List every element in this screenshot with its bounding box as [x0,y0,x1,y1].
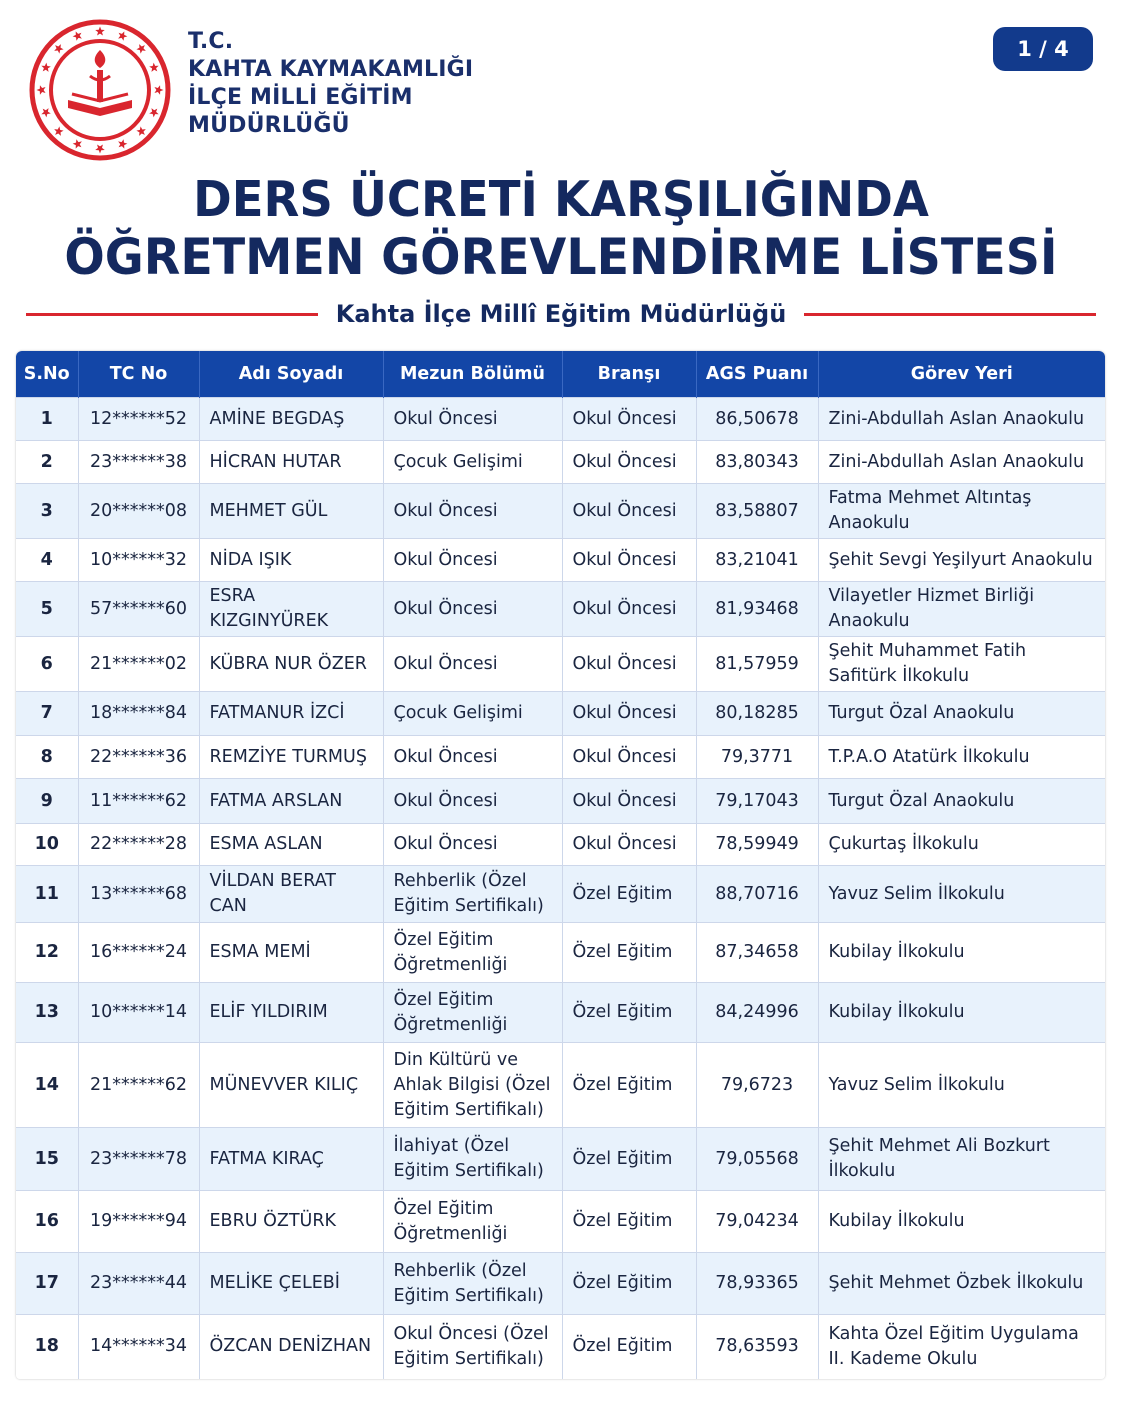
department-cell: Okul Öncesi [383,637,562,692]
branch-cell: Okul Öncesi [562,637,696,692]
column-header: TC No [78,351,199,398]
organization-name [188,28,473,140]
ags-score-cell: 79,6723 [696,1043,818,1128]
name-cell: KÜBRA NUR ÖZER [199,637,383,692]
emblem-star [149,108,158,117]
assignment-place-cell: Kubilay İlkokulu [818,1191,1105,1253]
emblem-star [136,44,145,53]
ags-score-cell: 78,93365 [696,1253,818,1315]
department-cell: Okul Öncesi [383,398,562,441]
table-row [16,692,1105,736]
name-cell: NİDA IŞIK [199,539,383,582]
assignment-place-cell: Fatma Mehmet Altıntaş Anaokulu [818,484,1105,539]
assignment-place-cell: Kubilay İlkokulu [818,923,1105,983]
table-row [16,779,1105,824]
column-header: AGS Puanı [696,351,818,398]
name-cell: ESMA ASLAN [199,824,383,866]
column-header: Görev Yeri [818,351,1105,398]
ags-score-cell: 81,93468 [696,582,818,637]
row-number: 4 [16,539,78,582]
assignment-place-cell: Çukurtaş İlkokulu [818,824,1105,866]
tc-number-cell: 13******68 [78,866,199,923]
department-cell: Okul Öncesi (Özel Eğitim Sertifikalı) [383,1315,562,1379]
ags-score-cell: 79,04234 [696,1191,818,1253]
assignment-place-cell: Şehit Mehmet Ali Bozkurt İlkokulu [818,1128,1105,1191]
branch-cell: Özel Eğitim [562,866,696,923]
divider-right [804,313,1096,316]
row-number: 1 [16,398,78,441]
document-title-line2: ÖĞRETMEN GÖREVLENDİRME LİSTESİ [64,228,1058,286]
name-cell: REMZİYE TURMUŞ [199,736,383,779]
branch-cell: Özel Eğitim [562,1191,696,1253]
row-number: 3 [16,484,78,539]
branch-cell: Okul Öncesi [562,582,696,637]
table-row [16,539,1105,582]
assignment-table [16,351,1105,1379]
tc-number-cell: 21******62 [78,1043,199,1128]
ags-score-cell: 79,3771 [696,736,818,779]
name-cell: FATMANUR İZCİ [199,692,383,736]
org-line: T.C. [188,29,234,54]
branch-cell: Okul Öncesi [562,824,696,866]
assignment-place-cell: Vilayetler Hizmet Birliği Anaokulu [818,582,1105,637]
branch-cell: Özel Eğitim [562,1253,696,1315]
table-row [16,1043,1105,1128]
tc-number-cell: 23******44 [78,1253,199,1315]
name-cell: MEHMET GÜL [199,484,383,539]
ags-score-cell: 84,24996 [696,983,818,1043]
document-subtitle: Kahta İlçe Millî Eğitim Müdürlüğü [335,300,787,328]
branch-cell: Okul Öncesi [562,779,696,824]
department-cell: Okul Öncesi [383,736,562,779]
emblem-star [73,139,82,148]
divider-left [26,313,318,316]
row-number: 6 [16,637,78,692]
name-cell: AMİNE BEGDAŞ [199,398,383,441]
branch-cell: Okul Öncesi [562,484,696,539]
name-cell: MELİKE ÇELEBİ [199,1253,383,1315]
row-number: 18 [16,1315,78,1379]
ags-score-cell: 88,70716 [696,866,818,923]
department-cell: Özel Eğitim Öğretmenliği [383,983,562,1043]
ags-score-cell: 87,34658 [696,923,818,983]
branch-cell: Özel Eğitim [562,983,696,1043]
department-cell: Din Kültürü ve Ahlak Bilgisi (Özel Eğitim Sertifikalı) [383,1043,562,1128]
row-number: 16 [16,1191,78,1253]
tc-number-cell: 23******78 [78,1128,199,1191]
tc-number-cell: 22******36 [78,736,199,779]
row-number: 15 [16,1128,78,1191]
table-row [16,983,1105,1043]
name-cell: VİLDAN BERAT CAN [199,866,383,923]
tc-number-cell: 10******14 [78,983,199,1043]
tc-number-cell: 12******52 [78,398,199,441]
tc-number-cell: 11******62 [78,779,199,824]
table-row [16,1191,1105,1253]
name-cell: ELİF YILDIRIM [199,983,383,1043]
branch-cell: Okul Öncesi [562,398,696,441]
row-number: 7 [16,692,78,736]
emblem-star [37,85,46,95]
department-cell: Çocuk Gelişimi [383,692,562,736]
tc-number-cell: 14******34 [78,1315,199,1379]
tc-number-cell: 18******84 [78,692,199,736]
department-cell: Rehberlik (Özel Eğitim Sertifikalı) [383,866,562,923]
name-cell: HİCRAN HUTAR [199,441,383,484]
emblem-star [118,139,127,148]
emblem-star [95,27,105,36]
row-number: 8 [16,736,78,779]
department-cell: Okul Öncesi [383,539,562,582]
tc-number-cell: 21******02 [78,637,199,692]
tc-number-cell: 19******94 [78,1191,199,1253]
row-number: 9 [16,779,78,824]
row-number: 11 [16,866,78,923]
emblem-star [41,63,50,72]
emblem-star [136,126,145,135]
page-indicator: 1 / 4 [993,27,1093,71]
department-cell: İlahiyat (Özel Eğitim Sertifikalı) [383,1128,562,1191]
tc-number-cell: 23******38 [78,441,199,484]
name-cell: EBRU ÖZTÜRK [199,1191,383,1253]
assignment-place-cell: T.P.A.O Atatürk İlkokulu [818,736,1105,779]
department-cell: Özel Eğitim Öğretmenliği [383,923,562,983]
row-number: 2 [16,441,78,484]
department-cell: Okul Öncesi [383,484,562,539]
ags-score-cell: 79,17043 [696,779,818,824]
assignment-place-cell: Yavuz Selim İlkokulu [818,866,1105,923]
column-header: Branşı [562,351,696,398]
name-cell: FATMA ARSLAN [199,779,383,824]
department-cell: Okul Öncesi [383,582,562,637]
department-cell: Özel Eğitim Öğretmenliği [383,1191,562,1253]
table-row [16,441,1105,484]
row-number: 5 [16,582,78,637]
row-number: 10 [16,824,78,866]
ags-score-cell: 83,21041 [696,539,818,582]
branch-cell: Özel Eğitim [562,1043,696,1128]
subtitle-row [26,296,1096,332]
table-row [16,582,1105,637]
row-number: 13 [16,983,78,1043]
name-cell: MÜNEVVER KILIÇ [199,1043,383,1128]
emblem-star [54,44,63,53]
assignment-place-cell: Şehit Mehmet Özbek İlkokulu [818,1253,1105,1315]
assignment-place-cell: Şehit Muhammet Fatih Safitürk İlkokulu [818,637,1105,692]
branch-cell: Okul Öncesi [562,441,696,484]
table-row [16,1253,1105,1315]
branch-cell: Okul Öncesi [562,539,696,582]
document-title-line1: DERS ÜCRETİ KARŞILIĞINDA [193,171,929,228]
org-line: MÜDÜRLÜĞÜ [188,113,350,138]
org-line: İLÇE MİLLİ EĞİTİM [188,85,413,110]
ags-score-cell: 83,80343 [696,441,818,484]
department-cell: Okul Öncesi [383,779,562,824]
branch-cell: Okul Öncesi [562,736,696,779]
emblem-star [95,144,105,153]
assignment-place-cell: Zini-Abdullah Aslan Anaokulu [818,441,1105,484]
tc-number-cell: 20******08 [78,484,199,539]
emblem-star [54,126,63,135]
column-header: Mezun Bölümü [383,351,562,398]
name-cell: ESMA MEMİ [199,923,383,983]
tc-number-cell: 16******24 [78,923,199,983]
branch-cell: Özel Eğitim [562,1128,696,1191]
assignment-place-cell: Kubilay İlkokulu [818,983,1105,1043]
table-row [16,637,1105,692]
emblem-star [149,63,158,72]
row-number: 17 [16,1253,78,1315]
column-header: S.No [16,351,78,398]
table-row [16,1315,1105,1379]
table-row [16,398,1105,441]
emblem-star [154,85,163,95]
ags-score-cell: 81,57959 [696,637,818,692]
branch-cell: Okul Öncesi [562,692,696,736]
ags-score-cell: 80,18285 [696,692,818,736]
assignment-place-cell: Turgut Özal Anaokulu [818,779,1105,824]
name-cell: FATMA KIRAÇ [199,1128,383,1191]
name-cell: ÖZCAN DENİZHAN [199,1315,383,1379]
column-header: Adı Soyadı [199,351,383,398]
ags-score-cell: 86,50678 [696,398,818,441]
branch-cell: Özel Eğitim [562,1315,696,1379]
ags-score-cell: 78,59949 [696,824,818,866]
assignment-place-cell: Şehit Sevgi Yeşilyurt Anaokulu [818,539,1105,582]
table-header-row [16,351,1105,398]
assignment-place-cell: Turgut Özal Anaokulu [818,692,1105,736]
org-line: KAHTA KAYMAKAMLIĞI [188,57,474,82]
table-row [16,866,1105,923]
ags-score-cell: 79,05568 [696,1128,818,1191]
ags-score-cell: 83,58807 [696,484,818,539]
department-cell: Rehberlik (Özel Eğitim Sertifikalı) [383,1253,562,1315]
tc-number-cell: 57******60 [78,582,199,637]
assignment-place-cell: Zini-Abdullah Aslan Anaokulu [818,398,1105,441]
emblem-star [73,31,82,40]
assignment-place-cell: Kahta Özel Eğitim Uygulama II. Kademe Okulu [818,1315,1105,1379]
tc-number-cell: 22******28 [78,824,199,866]
department-cell: Okul Öncesi [383,824,562,866]
tc-number-cell: 10******32 [78,539,199,582]
table-row [16,736,1105,779]
emblem-star [118,31,127,40]
row-number: 14 [16,1043,78,1128]
table-row [16,923,1105,983]
name-cell: ESRA KIZGINYÜREK [199,582,383,637]
table-row [16,484,1105,539]
table-row [16,1128,1105,1191]
ags-score-cell: 78,63593 [696,1315,818,1379]
meb-emblem-icon [28,18,172,162]
department-cell: Çocuk Gelişimi [383,441,562,484]
table-row [16,824,1105,866]
branch-cell: Özel Eğitim [562,923,696,983]
emblem-star [41,108,50,117]
row-number: 12 [16,923,78,983]
assignment-place-cell: Yavuz Selim İlkokulu [818,1043,1105,1128]
